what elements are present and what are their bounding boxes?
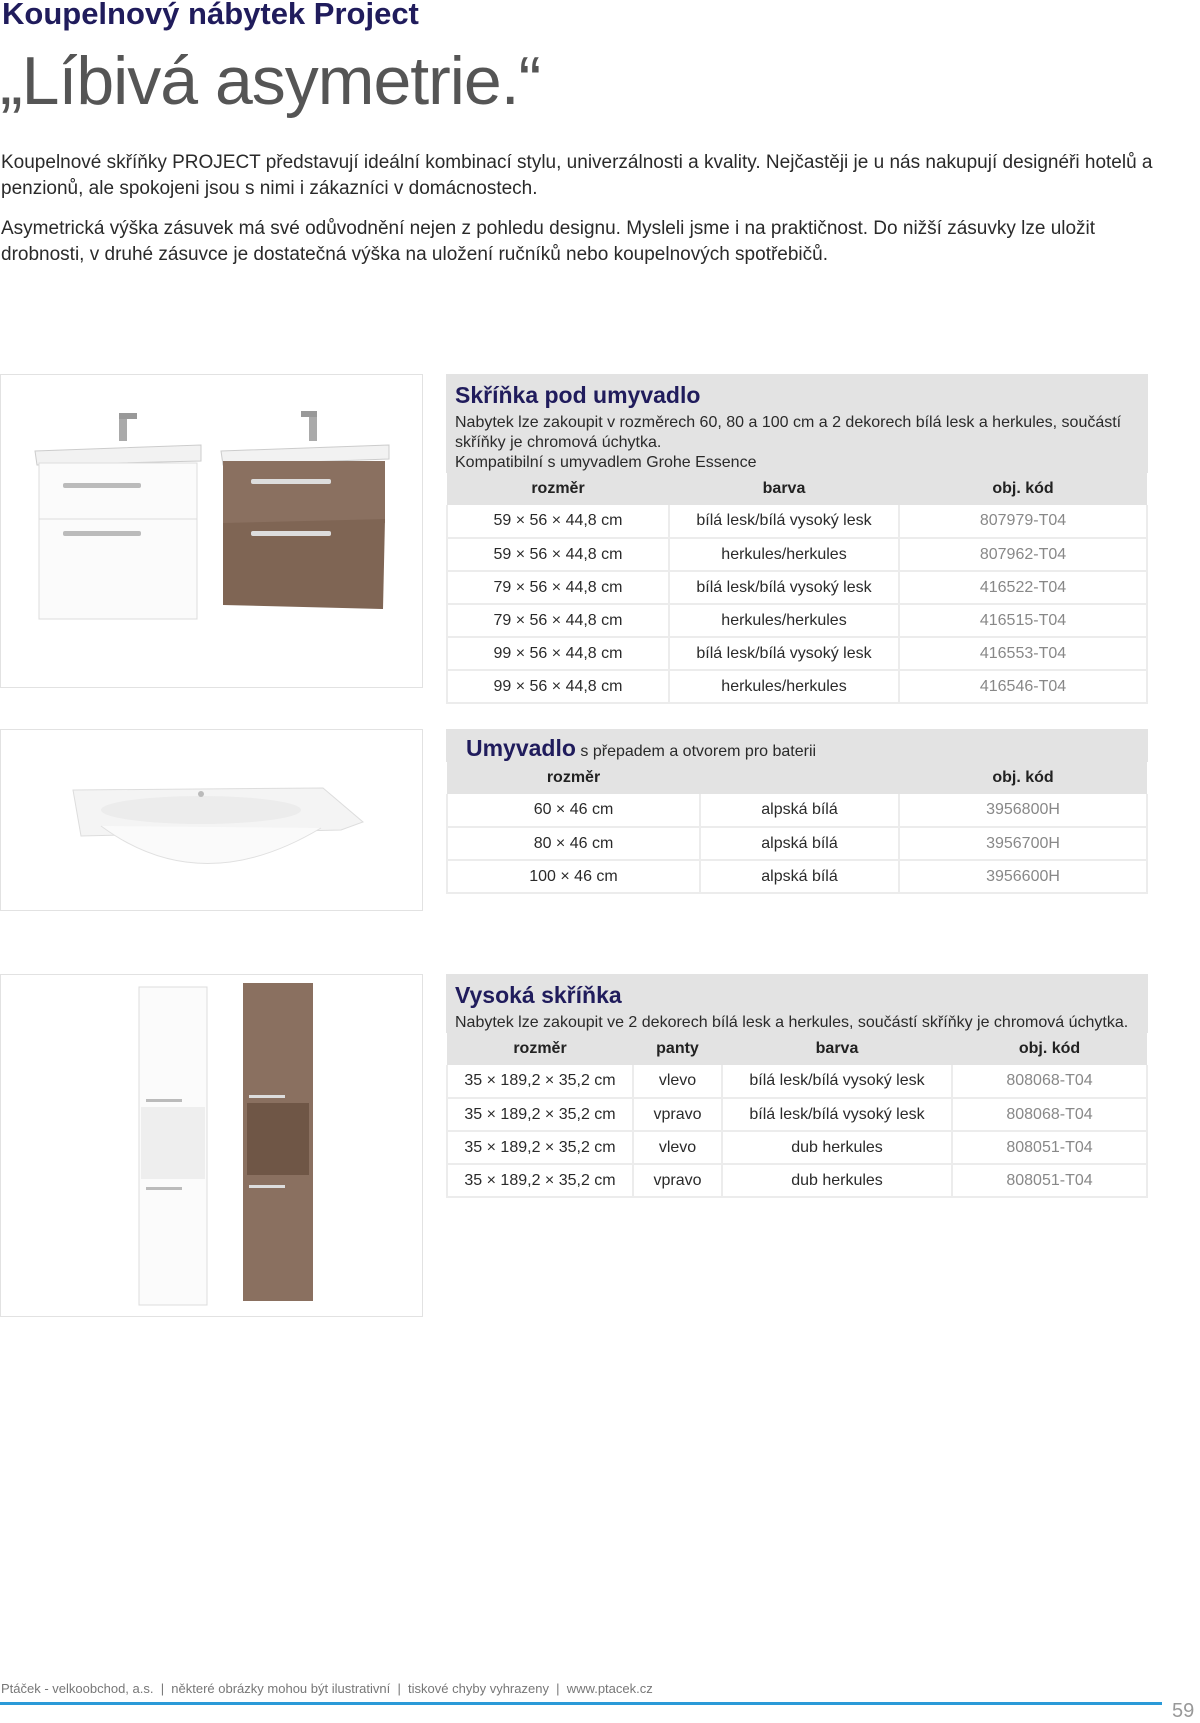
table-cell: 35 × 189,2 × 35,2 cm xyxy=(447,1164,633,1197)
order-code-cell: 808051-T04 xyxy=(952,1164,1147,1197)
table-cell: bílá lesk/bílá vysoký lesk xyxy=(722,1098,952,1131)
table-cell: 35 × 189,2 × 35,2 cm xyxy=(447,1098,633,1131)
table-cell: herkules/herkules xyxy=(669,670,899,703)
column-header: barva xyxy=(669,473,899,505)
table-row xyxy=(447,827,1147,860)
table-cell: 79 × 56 × 44,8 cm xyxy=(447,604,669,637)
table-cell: vpravo xyxy=(633,1098,722,1131)
order-code-cell: 3956800H xyxy=(899,794,1147,827)
section-washbasin xyxy=(446,729,1148,894)
table-row xyxy=(447,571,1147,604)
table-cell: 59 × 56 × 44,8 cm xyxy=(447,538,669,571)
washbasin-illustration xyxy=(1,730,422,910)
section-vanity-cabinet xyxy=(446,374,1148,704)
table-row xyxy=(447,1098,1147,1131)
page-title: Koupelnový nábytek Project xyxy=(2,0,419,31)
section-description: Nabytek lze zakoupit v rozměrech 60, 80 a 100 cm a 2 dekorech bílá lesk a herkules, součástí skříňky je chromová úchytka. xyxy=(455,414,1122,451)
order-code-cell: 808068-T04 xyxy=(952,1098,1147,1131)
vanity-cabinet-table xyxy=(446,473,1148,704)
table-cell: bílá lesk/bílá vysoký lesk xyxy=(669,637,899,670)
section-header xyxy=(446,729,1148,762)
table-row xyxy=(447,538,1147,571)
table-header-row xyxy=(447,1033,1147,1065)
section-title: Umyvadlo xyxy=(466,735,576,761)
table-row xyxy=(447,670,1147,703)
table-cell: 99 × 56 × 44,8 cm xyxy=(447,637,669,670)
column-header xyxy=(700,762,899,794)
table-cell: dub herkules xyxy=(722,1131,952,1164)
table-cell: 35 × 189,2 × 35,2 cm xyxy=(447,1131,633,1164)
order-code-cell: 808068-T04 xyxy=(952,1065,1147,1098)
tall-cabinet-table xyxy=(446,1033,1148,1198)
column-header: panty xyxy=(633,1033,722,1065)
table-row xyxy=(447,1131,1147,1164)
table-cell: bílá lesk/bílá vysoký lesk xyxy=(669,505,899,538)
section-subtitle: s přepadem a otvorem pro baterii xyxy=(580,743,817,760)
table-cell: vpravo xyxy=(633,1164,722,1197)
table-cell: herkules/herkules xyxy=(669,604,899,637)
column-header: obj. kód xyxy=(899,762,1147,794)
footer-text: Ptáček - velkoobchod, a.s. | některé obrázky mohou být ilustrativní | tiskové chyby vyhrazeny | www.ptacek.cz xyxy=(1,1681,653,1696)
order-code-cell: 807962-T04 xyxy=(899,538,1147,571)
table-cell: alpská bílá xyxy=(700,827,899,860)
footer-divider xyxy=(0,1702,1162,1705)
table-cell: vlevo xyxy=(633,1131,722,1164)
page-quote: „Líbivá asymetrie.“ xyxy=(0,43,541,119)
table-cell: 80 × 46 cm xyxy=(447,827,700,860)
column-header: barva xyxy=(722,1033,952,1065)
section-description: Nabytek lze zakoupit ve 2 dekorech bílá lesk a herkules, součástí skříňky je chromová úchytka. xyxy=(455,1014,1129,1031)
column-header: rozměr xyxy=(447,762,700,794)
section-tall-cabinet xyxy=(446,974,1148,1198)
intro-paragraph-2: Asymetrická výška zásuvek má své odůvodnění nejen z pohledu designu. Mysleli jsme i na praktičnost. Do nižší zásuvky lze uložit drobnosti, v druhé zásuvce je dostatečná výška na uložení ručníků nebo koupelnových spotřebičů. xyxy=(1,218,1096,265)
washbasin-image xyxy=(0,729,423,911)
table-cell: alpská bílá xyxy=(700,794,899,827)
table-row xyxy=(447,1164,1147,1197)
table-cell: 60 × 46 cm xyxy=(447,794,700,827)
table-row xyxy=(447,505,1147,538)
section-header xyxy=(446,374,1148,473)
column-header: obj. kód xyxy=(952,1033,1147,1065)
vanity-cabinet-illustration xyxy=(1,375,422,687)
table-cell: 35 × 189,2 × 35,2 cm xyxy=(447,1065,633,1098)
tall-cabinet-illustration xyxy=(1,975,422,1316)
column-header: obj. kód xyxy=(899,473,1147,505)
table-row xyxy=(447,794,1147,827)
column-header: rozměr xyxy=(447,1033,633,1065)
vanity-cabinet-image xyxy=(0,374,423,688)
tall-cabinet-image xyxy=(0,974,423,1317)
table-row xyxy=(447,637,1147,670)
table-cell: dub herkules xyxy=(722,1164,952,1197)
section-header xyxy=(446,974,1148,1033)
table-cell: 59 × 56 × 44,8 cm xyxy=(447,505,669,538)
table-cell: herkules/herkules xyxy=(669,538,899,571)
order-code-cell: 416546-T04 xyxy=(899,670,1147,703)
table-cell: bílá lesk/bílá vysoký lesk xyxy=(722,1065,952,1098)
washbasin-table xyxy=(446,762,1148,894)
column-header: rozměr xyxy=(447,473,669,505)
table-row xyxy=(447,860,1147,893)
order-code-cell: 3956600H xyxy=(899,860,1147,893)
table-header-row xyxy=(447,762,1147,794)
order-code-cell: 416553-T04 xyxy=(899,637,1147,670)
table-cell: 99 × 56 × 44,8 cm xyxy=(447,670,669,703)
order-code-cell: 807979-T04 xyxy=(899,505,1147,538)
table-cell: bílá lesk/bílá vysoký lesk xyxy=(669,571,899,604)
intro-paragraph-1: Koupelnové skříňky PROJECT představují ideální kombinací stylu, univerzálnosti a kvality. Nejčastěji je u nás nakupují designéři hotelů a penzionů, ale spokojeni jsou s nimi i zákazníci v domácnostech. xyxy=(1,152,1153,199)
order-code-cell: 808051-T04 xyxy=(952,1131,1147,1164)
order-code-cell: 3956700H xyxy=(899,827,1147,860)
table-cell: alpská bílá xyxy=(700,860,899,893)
section-title: Vysoká skříňka xyxy=(455,982,622,1008)
order-code-cell: 416522-T04 xyxy=(899,571,1147,604)
table-cell: 100 × 46 cm xyxy=(447,860,700,893)
table-row xyxy=(447,604,1147,637)
table-cell: vlevo xyxy=(633,1065,722,1098)
table-cell: 79 × 56 × 44,8 cm xyxy=(447,571,669,604)
section-compatibility: Kompatibilní s umyvadlem Grohe Essence xyxy=(455,454,757,471)
section-title: Skříňka pod umyvadlo xyxy=(455,382,701,408)
order-code-cell: 416515-T04 xyxy=(899,604,1147,637)
table-row xyxy=(447,1065,1147,1098)
page-number: 59 xyxy=(1172,1700,1195,1722)
table-header-row xyxy=(447,473,1147,505)
